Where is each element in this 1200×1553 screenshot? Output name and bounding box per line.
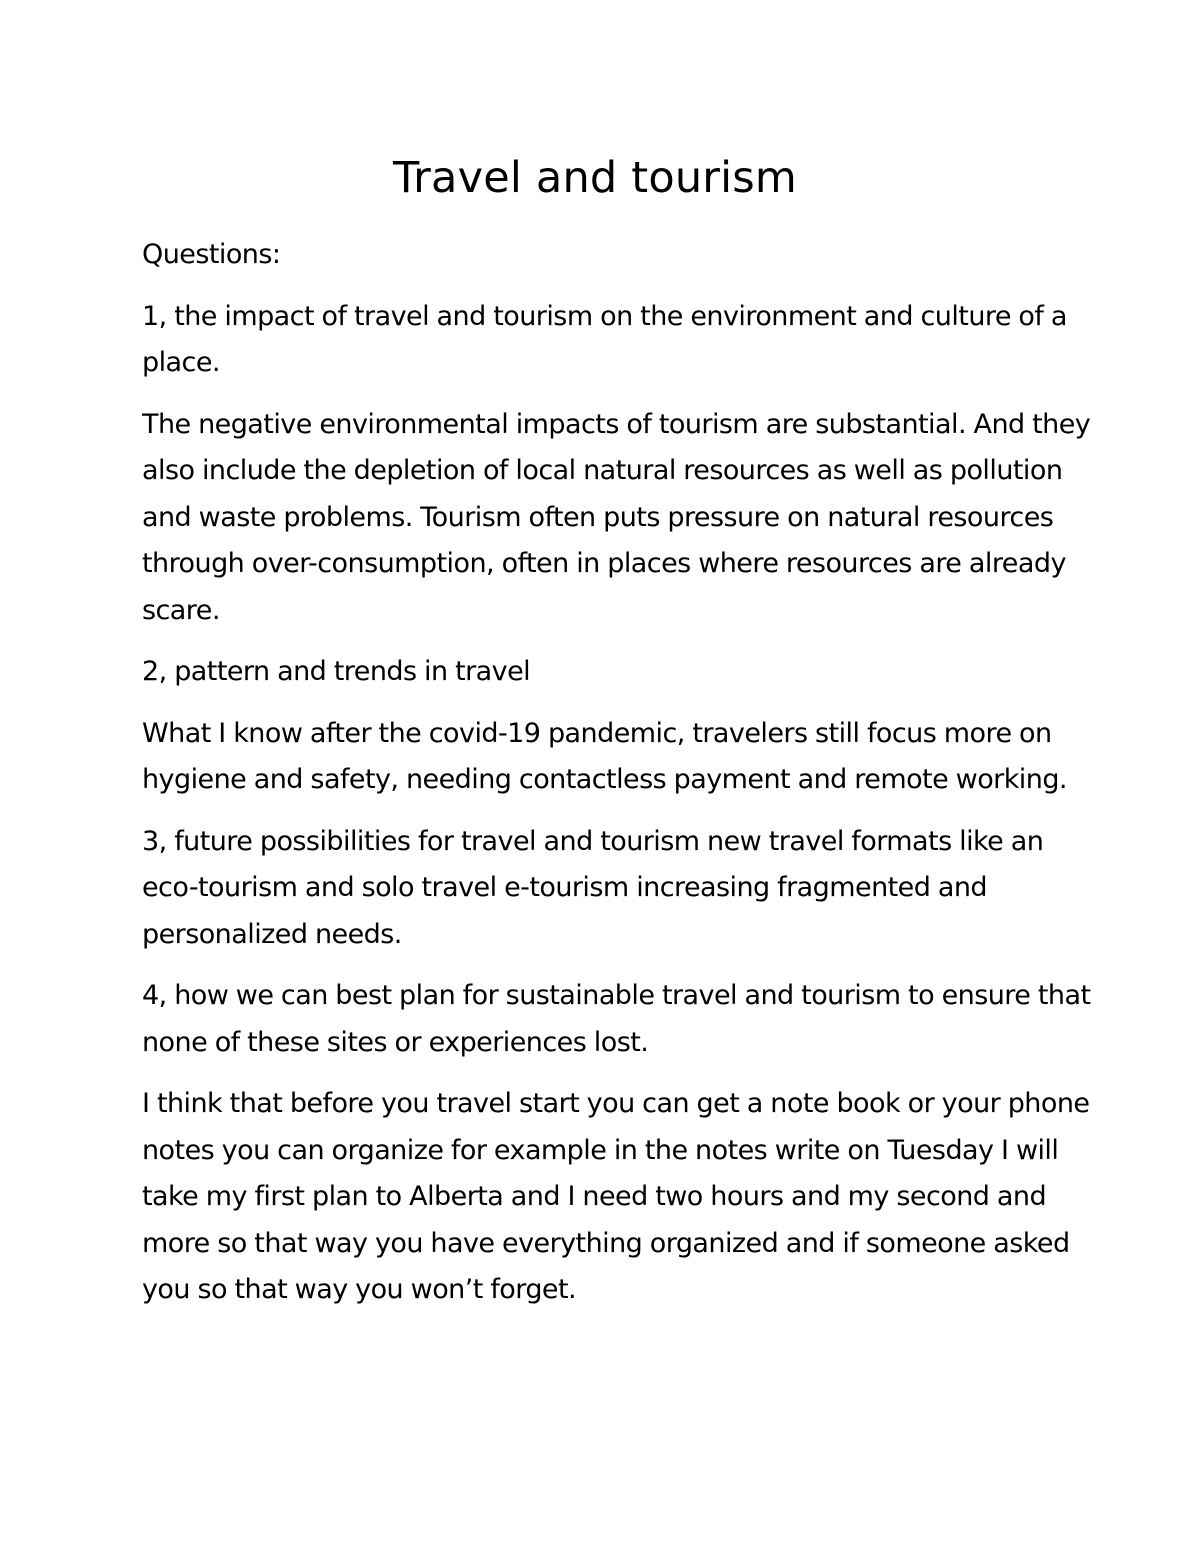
question-3: 3, future possibilities for travel and tourism new travel formats like an eco-tourism and solo travel e-tourism increasing fragmented and personalized needs. [142, 825, 1044, 950]
answer-2: What I know after the covid-19 pandemic, travelers still focus more on hygiene and safety, needing contactless payment and remote working. [142, 717, 1067, 795]
answer-1: The negative environmental impacts of tourism are substantial. And they also include the depletion of local natural resources as well as pollution and waste problems. Tourism often puts pressure on natural resources through over-consumption, often in places where resources are already scare. [142, 408, 1091, 626]
question-2: 2, pattern and trends in travel [142, 656, 531, 687]
question-1: 1, the impact of travel and tourism on the environment and culture of a place. [142, 300, 1067, 378]
question-4: 4, how we can best plan for sustainable travel and tourism to ensure that none of these sites or experiences lost. [142, 980, 1091, 1058]
document-body [142, 232, 1102, 1329]
document-title: Travel and tourism [393, 153, 797, 203]
questions-heading: Questions: [142, 239, 281, 270]
answer-4: I think that before you travel start you can get a note book or your phone notes you can organize for example in the notes write on Tuesday I will take my first plan to Alberta and I need two hours and my second and more so that way you have everything organized and if someone asked you so that way you won’t forget. [142, 1088, 1090, 1305]
